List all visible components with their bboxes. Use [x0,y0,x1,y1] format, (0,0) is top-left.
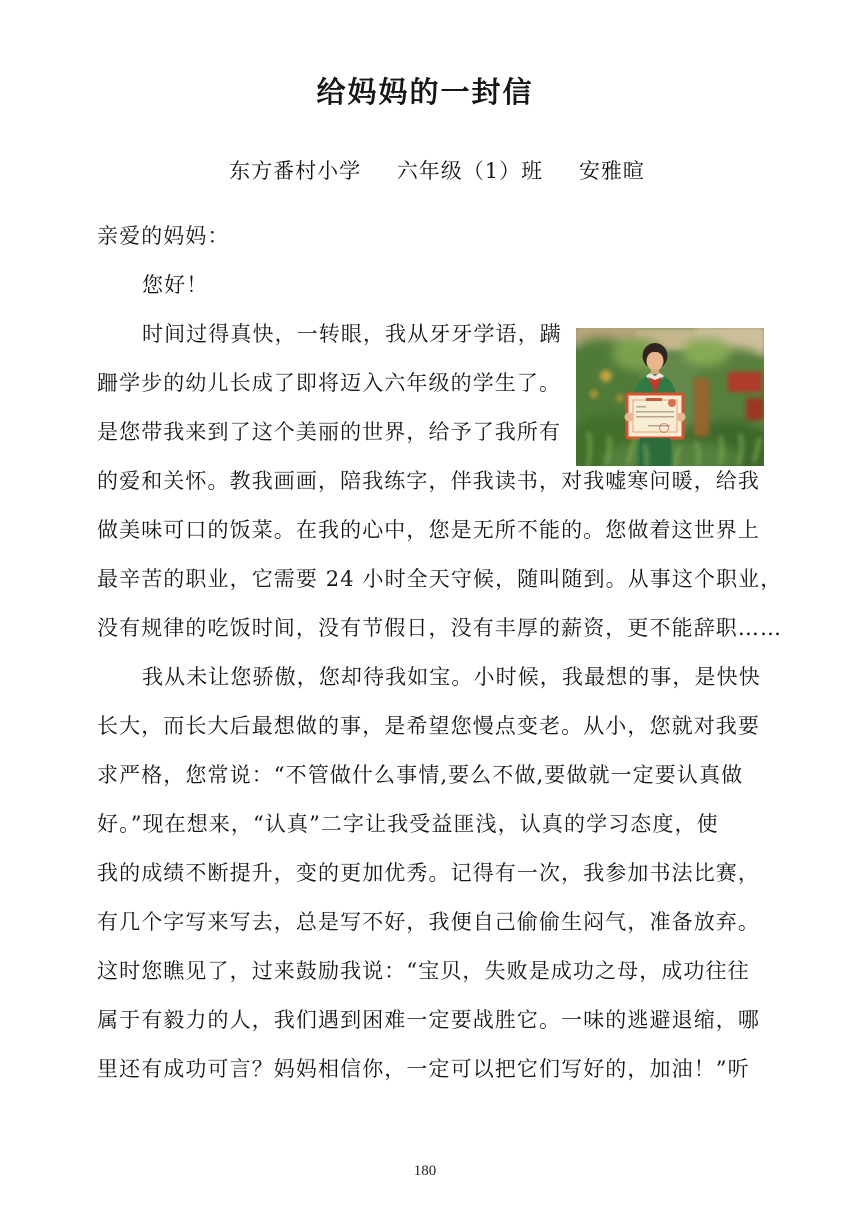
letter-line: 的爱和关怀。教我画画，陪我练字，伴我读书，对我嘘寒问暖，给我 [97,469,760,493]
letter-line: 这时您瞧见了，过来鼓励我说：“宝贝，失败是成功之母，成功往往 [97,959,750,983]
student-photo-graphic [576,328,764,466]
letter-line: 我从未让您骄傲，您却待我如宝。小时候，我最想的事，是快快 [142,665,761,689]
byline-student-name: 安雅暄 [578,159,645,183]
salutation: 亲爱的妈妈： [97,224,230,248]
letter-line: 我的成绩不断提升，变的更加优秀。记得有一次，我参加书法比赛， [97,861,760,885]
letter-line: 做美味可口的饭菜。在我的心中，您是无所不能的。您做着这世界上 [97,518,760,542]
student-photo [576,328,764,466]
letter-line: 最辛苦的职业，它需要 24 小时全天守候，随叫随到。从事这个职业， [97,567,783,591]
letter-line: 有几个字写来写去，总是写不好，我便自己偷偷生闷气，准备放弃。 [97,910,760,934]
letter-line: 求严格，您常说：“不管做什么事情,要么不做,要做就一定要认真做 [97,763,744,787]
letter-line: 跚学步的幼儿长成了即将迈入六年级的学生了。 [97,371,562,395]
letter-line: 是您带我来到了这个美丽的世界，给予了我所有 [97,420,562,444]
letter-line: 好。”现在想来，“认真”二字让我受益匪浅，认真的学习态度，使 [97,812,719,836]
byline [12,155,850,185]
letter-line: 长大，而长大后最想做的事，是希望您慢点变老。从小，您就对我要 [97,714,760,738]
greeting: 您好！ [142,273,209,297]
byline-school: 东方番村小学 [229,159,362,183]
letter-line: 属于有毅力的人，我们遇到困难一定要战胜它。一味的逃避退缩，哪 [97,1008,760,1032]
page-number: 180 [413,1163,437,1179]
letter-line: 时间过得真快，一转眼，我从牙牙学语，蹒 [142,322,562,346]
byline-class: 六年级（1）班 [396,159,544,183]
letter-line: 里还有成功可言？妈妈相信你，一定可以把它们写好的，加油！”听 [97,1057,750,1081]
letter-line: 没有规律的吃饭时间，没有节假日，没有丰厚的薪资，更不能辞职…… [97,616,783,640]
certificate [627,394,683,438]
document-title: 给妈妈的一封信 [316,75,534,109]
